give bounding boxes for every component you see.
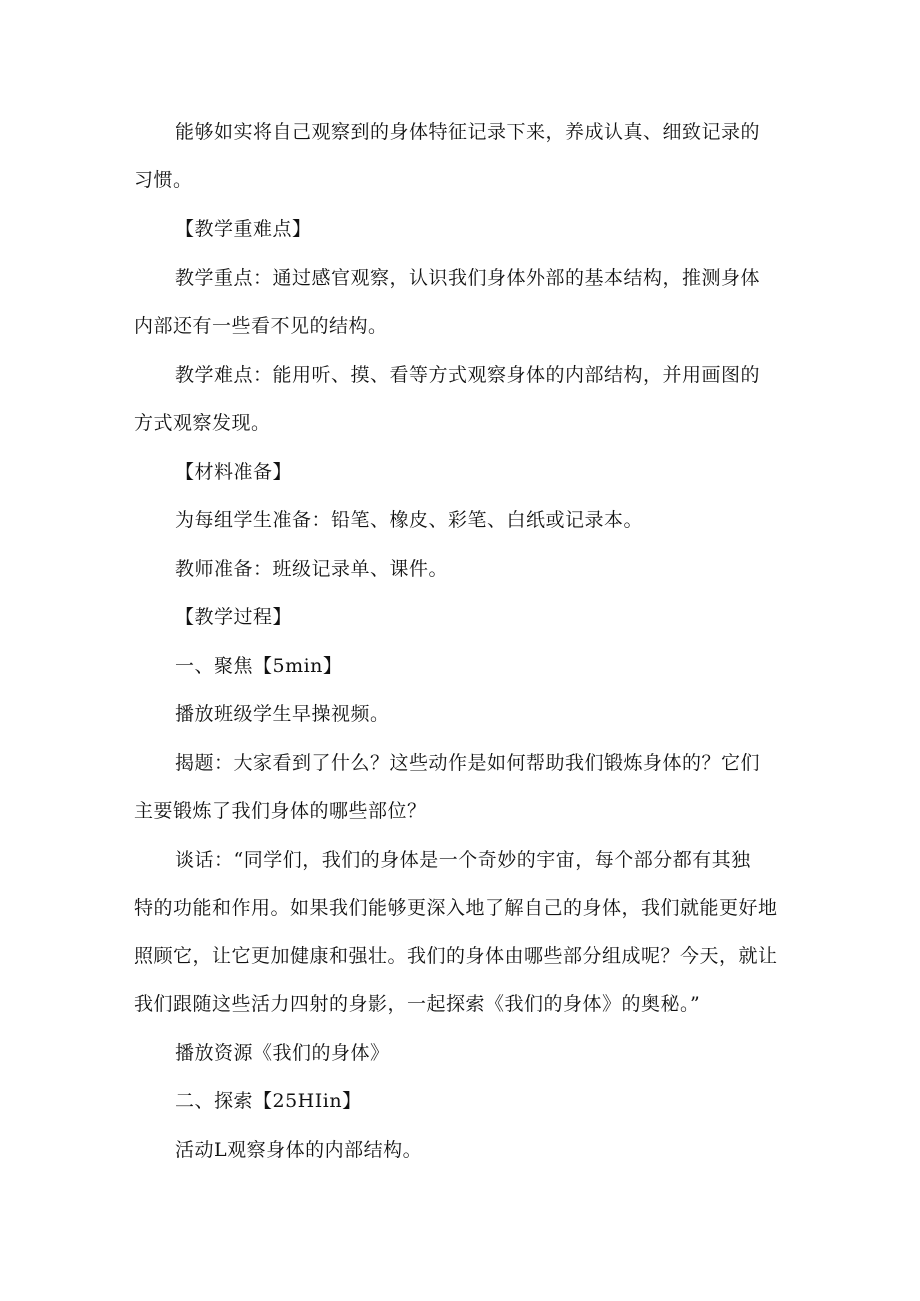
section-heading: 【教学过程】 (175, 606, 293, 628)
paragraph-line: 教学难点：能用听、摸、看等方式观察身体的内部结构，并用画图的 (175, 364, 761, 386)
paragraph-line: 播放班级学生早操视频。 (175, 703, 390, 725)
section-heading: 【教学重难点】 (175, 218, 312, 240)
subsection-heading: 二、探索【25HIin】 (175, 1090, 362, 1112)
paragraph-line: 习惯。 (134, 169, 193, 191)
paragraph-line: 为每组学生准备：铅笔、橡皮、彩笔、白纸或记录本。 (175, 509, 644, 531)
paragraph-line: 教学重点：通过感官观察，认识我们身体外部的基本结构，推测身体 (175, 267, 761, 289)
paragraph-line: 方式观察发现。 (134, 412, 271, 434)
paragraph-line: 内部还有一些看不见的结构。 (134, 315, 388, 337)
subsection-heading: 一、聚焦【5min】 (175, 655, 343, 677)
paragraph-line: 播放资源《我们的身体》 (175, 1042, 390, 1064)
section-heading: 【材料准备】 (175, 461, 293, 483)
paragraph-line: 照顾它，让它更加健康和强壮。我们的身体由哪些部分组成呢？今天，就让 (134, 945, 778, 967)
paragraph-line: 主要锻炼了我们身体的哪些部位？ (134, 800, 427, 822)
paragraph-line: 我们跟随这些活力四射的身影，一起探索《我们的身体》的奥秘。” (134, 993, 701, 1015)
paragraph-line: 谈话：“同学们，我们的身体是一个奇妙的宇宙，每个部分都有其独 (175, 849, 751, 871)
paragraph-line: 教师准备：班级记录单、课件。 (175, 558, 449, 580)
paragraph-line: 揭题：大家看到了什么？这些动作是如何帮助我们锻炼身体的？它们 (175, 752, 761, 774)
paragraph-line: 活动L观察身体的内部结构。 (175, 1139, 423, 1161)
paragraph-line: 能够如实将自己观察到的身体特征记录下来，养成认真、细致记录的 (175, 121, 761, 143)
paragraph-line: 特的功能和作用。如果我们能够更深入地了解自己的身体，我们就能更好地 (134, 897, 778, 919)
